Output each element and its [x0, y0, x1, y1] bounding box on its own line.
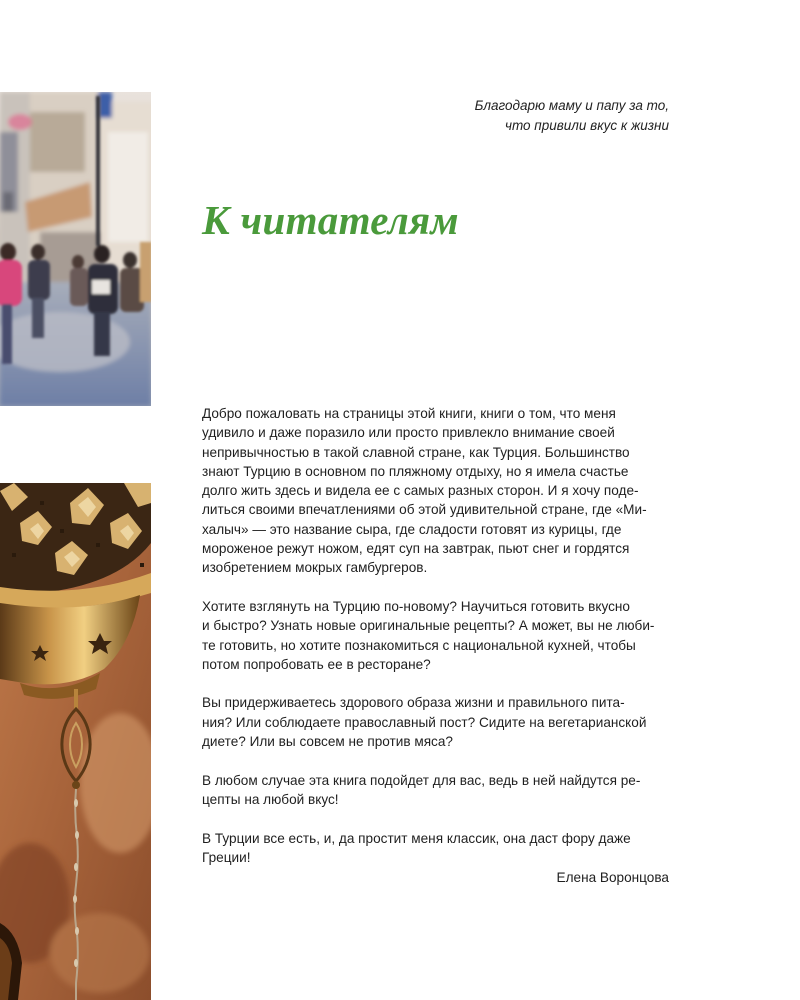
paragraph-lifestyle: [202, 693, 682, 751]
paragraph-questions: [202, 597, 682, 674]
text-line: долго жить здесь и видела ее с самых разных сторон. И я хочу поде-: [202, 483, 639, 499]
text-line: удивило и даже поразило или просто привлекло внимание своей: [202, 425, 615, 441]
text-line: непривычностью в такой славной стране, как Турция. Большинство: [202, 444, 630, 460]
text-line: мороженое режут ножом, едят суп на завтрак, пьют снег и гордятся: [202, 541, 630, 557]
dedication: [309, 96, 669, 136]
text-line: ния? Или соблюдаете православный пост? Сидите на вегетарианской: [202, 714, 647, 730]
text-line: литься своими впечатлениями об этой удивительной стране, где «Ми-: [202, 502, 647, 518]
text-line: В Турции все есть, и, да простит меня классик, она даст фору даже: [202, 830, 631, 846]
author-signature: Елена Воронцова: [556, 870, 669, 885]
text-line: знают Турцию в основном по пляжному отдыху, но я имела счастье: [202, 463, 629, 479]
text-line: те готовить, но хотите познакомиться с национальной кухней, чтобы: [202, 637, 636, 653]
text-line: изобретением мокрых гамбургеров.: [202, 560, 428, 576]
text-line: диете? Или вы совсем не против мяса?: [202, 734, 453, 750]
text-line: Добро пожаловать на страницы этой книги, книги о том, что меня: [202, 406, 616, 421]
mosaic-lamp-photo: [0, 483, 151, 1000]
text-line: и быстро? Узнать новые оригинальные рецепты? А может, вы не люби-: [202, 618, 655, 634]
street-photo: [0, 92, 151, 406]
text-line: Греции!: [202, 849, 251, 865]
text-line: Хотите взглянуть на Турцию по-новому? Научиться готовить вкусно: [202, 598, 630, 614]
text-line: В любом случае эта книга подойдет для вас, ведь в ней найдутся ре-: [202, 772, 641, 788]
text-line: халыч» — это название сыра, где сладости готовят из курицы, где: [202, 521, 622, 537]
paragraph-welcome: [202, 404, 682, 578]
text-line: Вы придерживаетесь здорового образа жизни и правильного пита-: [202, 695, 625, 711]
paragraph-any-case: [202, 771, 682, 810]
text-line: цепты на любой вкус!: [202, 791, 339, 807]
page-title: К читателям: [202, 197, 459, 243]
paragraph-turkey-greece: [202, 829, 682, 868]
dedication-line: что привили вкус к жизни: [504, 118, 669, 133]
dedication-line: Благодарю маму и папу за то,: [474, 98, 669, 113]
text-line: потом попробовать ее в ресторане?: [202, 656, 431, 672]
body-text: [202, 404, 682, 886]
